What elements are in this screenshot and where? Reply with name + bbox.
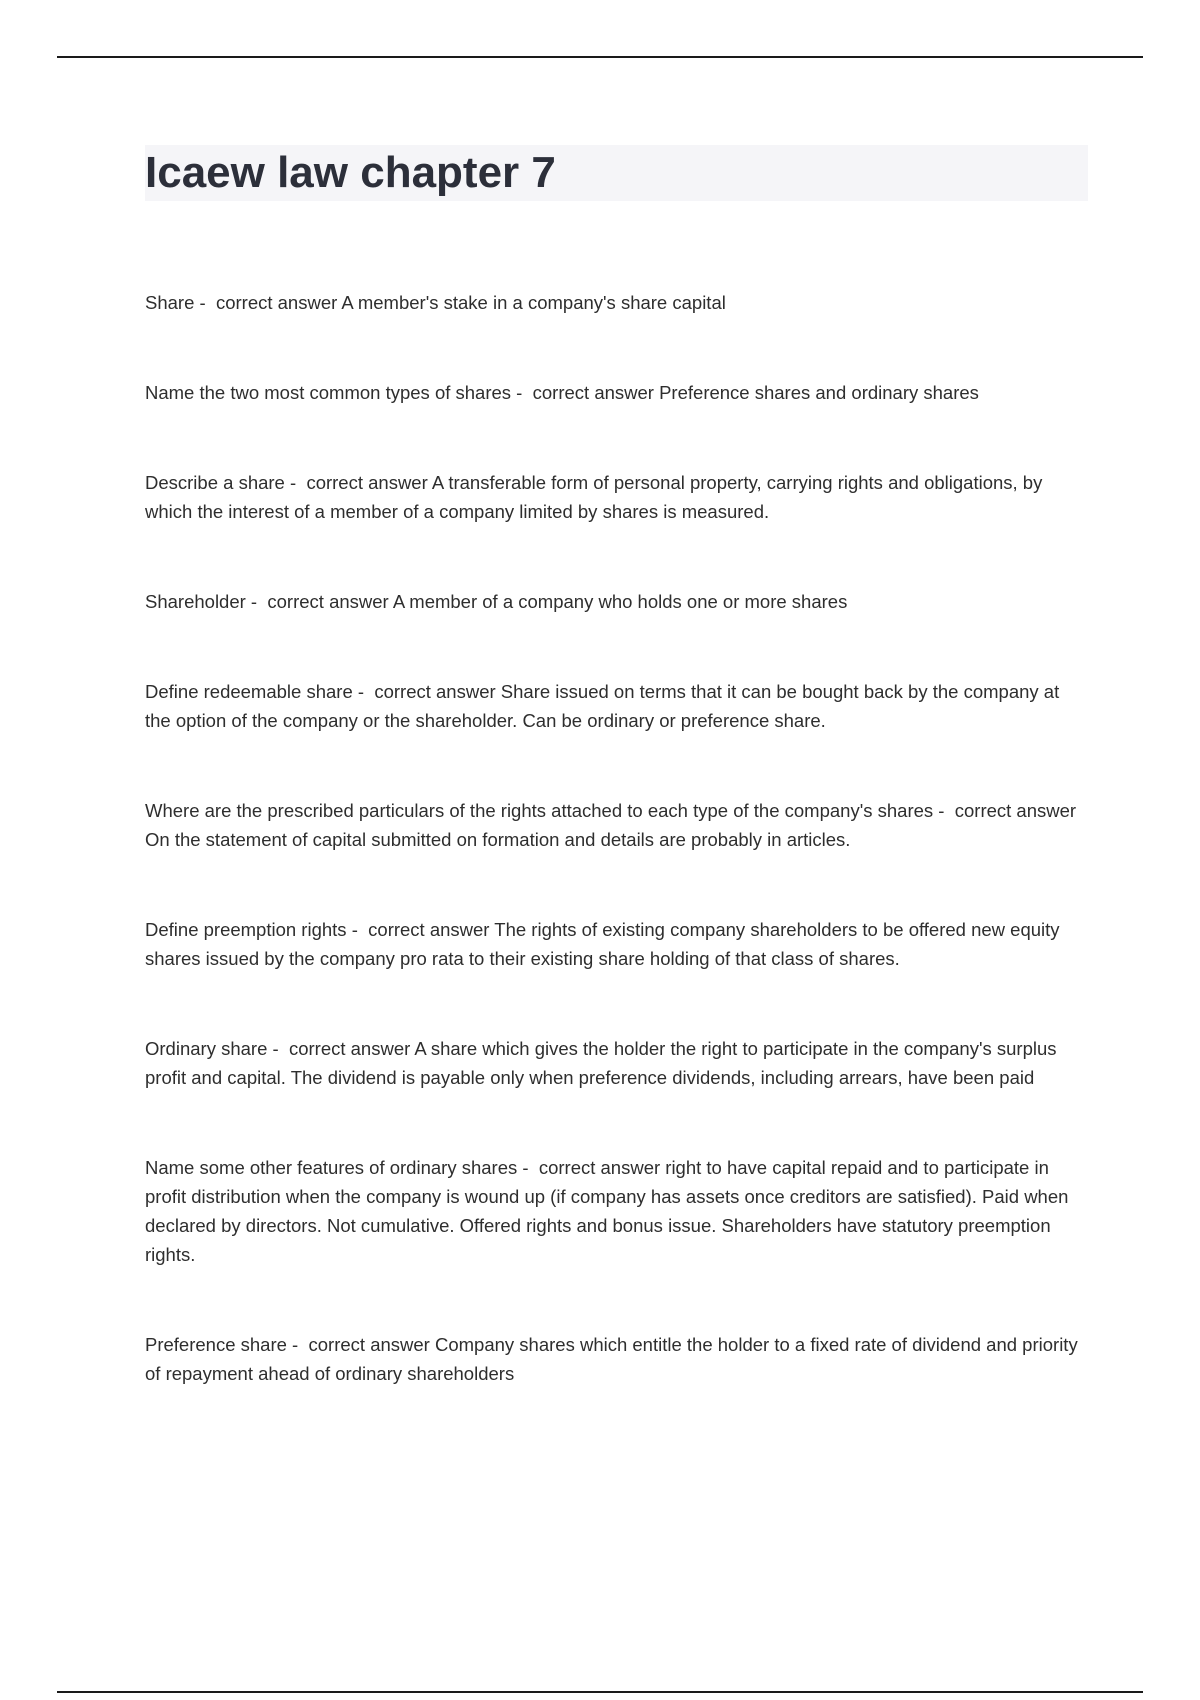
answer: correct answer On the statement of capital submitted on formation and details are probably in articles. [145, 800, 1077, 850]
top-rule [57, 56, 1143, 58]
separator: - [267, 1038, 289, 1059]
qa-item-share [145, 288, 1090, 317]
question: Where are the prescribed particulars of the rights attached to each type of the company's shares [145, 800, 934, 821]
qa-item-prescribed-particulars [145, 796, 1090, 854]
answer: correct answer Preference shares and ordinary shares [532, 382, 979, 403]
question: Preference share [145, 1334, 287, 1355]
answer: correct answer The rights of existing company shareholders to be offered new equity shares issued by the company pro rata to their existing share holding of that class of shares. [145, 919, 1060, 969]
answer: correct answer A member of a company who holds one or more shares [267, 591, 848, 612]
question: Define preemption rights [145, 919, 347, 940]
separator: - [245, 591, 268, 612]
page-title: Icaew law chapter 7 [145, 148, 556, 197]
qa-item-redeemable-share [145, 677, 1090, 735]
separator: - [933, 800, 955, 821]
separator: - [511, 382, 533, 403]
qa-item-types-of-shares [145, 378, 1090, 407]
answer: correct answer A share which gives the holder the right to participate in the company's surplus profit and capital. The dividend is payable only when preference dividends, including arrears, have been paid [145, 1038, 1057, 1088]
answer: correct answer Company shares which entitle the holder to a fixed rate of dividend and priority of repayment ahead of ordinary shareholders [145, 1334, 1078, 1384]
answer: correct answer Share issued on terms that it can be bought back by the company at the option of the company or the shareholder. Can be ordinary or preference share. [145, 681, 1060, 731]
separator: - [284, 472, 307, 493]
qa-list [145, 288, 1090, 1449]
bottom-rule [57, 1691, 1143, 1693]
separator: - [194, 292, 216, 313]
qa-item-ordinary-features [145, 1153, 1090, 1269]
separator: - [517, 1157, 539, 1178]
question: Describe a share [145, 472, 285, 493]
separator: - [352, 681, 375, 702]
qa-item-preference-share [145, 1330, 1090, 1388]
qa-item-ordinary-share [145, 1034, 1090, 1092]
separator: - [286, 1334, 309, 1355]
question: Shareholder [145, 591, 246, 612]
qa-item-preemption-rights [145, 915, 1090, 973]
qa-item-describe-share [145, 468, 1090, 526]
question: Name the two most common types of shares [145, 382, 512, 403]
qa-item-shareholder [145, 587, 1090, 616]
question: Ordinary share [145, 1038, 268, 1059]
question: Share [145, 292, 195, 313]
answer: correct answer A member's stake in a company's share capital [215, 292, 726, 313]
answer: correct answer A transferable form of personal property, carrying rights and obligations, by which the interest of a member of a company limited by shares is measured. [145, 472, 1043, 522]
separator: - [346, 919, 369, 940]
answer: correct answer right to have capital repaid and to participate in profit distribution when the company is wound up (if company has assets once creditors are satisfied). Paid when declared by directors. Not cumulative. Offered rights and bonus issue. Shareholders have statutory preemption rights. [145, 1157, 1069, 1265]
question: Define redeemable share [145, 681, 353, 702]
question: Name some other features of ordinary shares [145, 1157, 518, 1178]
